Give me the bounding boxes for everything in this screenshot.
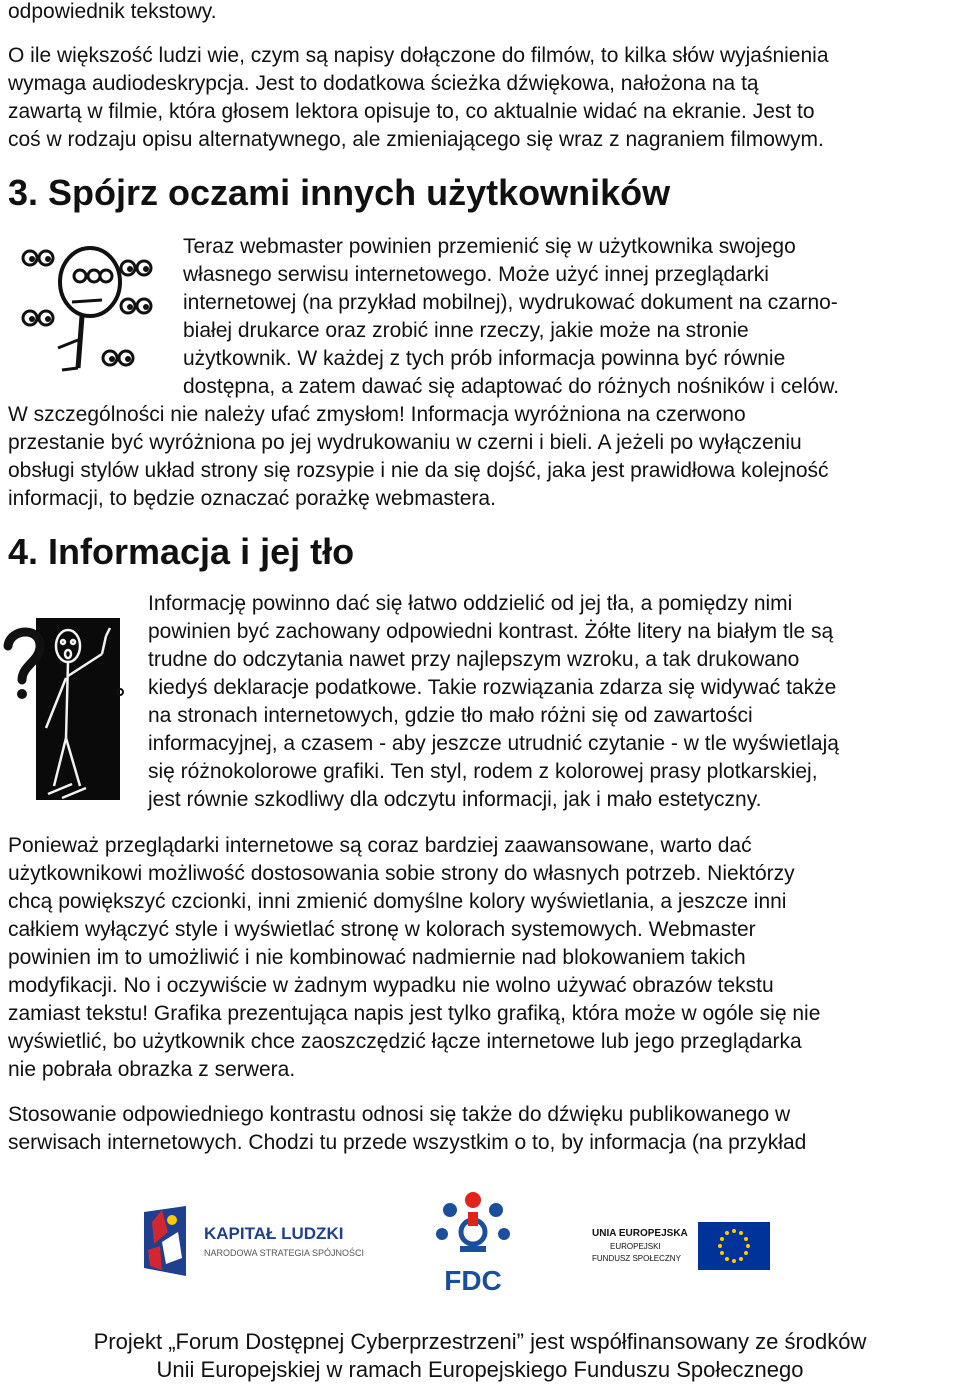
paragraph-top-fragment	[8, 0, 217, 26]
text-line: internetowej (na przykład mobilnej), wydrukować dokument na czarno-	[183, 291, 838, 314]
eu-line-3: FUNDUSZ SPOŁECZNY	[592, 1254, 681, 1263]
text-line: chcą powiększyć czcionki, inni zmienić domyślne kolory wyświetlania, a jeszcze inni	[8, 890, 787, 913]
stick-figure-dark-background-illustration	[2, 618, 126, 804]
text-line: trudne do odczytania nawet przy najlepszym wzroku, a tak drukowano	[148, 648, 800, 671]
text-line: informacyjnej, a czasem - aby jeszcze utrudnić czytanie - w tle wyświetlają	[148, 732, 839, 755]
footer-line: Unii Europejskiej w ramach Europejskiego Funduszu Społecznego	[156, 1357, 804, 1382]
text-line: własnego serwisu internetowego. Może użyć innej przeglądarki	[183, 263, 769, 286]
eu-line-2: EUROPEJSKI	[610, 1242, 661, 1251]
text-line: obsługi stylów układ strony się rozsypie i nie da się dojść, jaka jest prawidłowa kolejność	[8, 459, 829, 482]
text-line: Ponieważ przeglądarki internetowe są coraz bardziej zaawansowane, warto dać	[8, 834, 752, 857]
text-line: powinien być zachowany odpowiedni kontrast. Żółte litery na białym tle są	[148, 620, 834, 643]
text-line: coś w rodzaju opisu alternatywnego, ale zmieniającego się wraz z nagraniem filmowym.	[8, 128, 824, 151]
fdc-wordmark: FDC	[444, 1265, 502, 1296]
text-line: wymaga audiodeskrypcja. Jest to dodatkowa ścieżka dźwiękowa, nałożona na tą	[8, 72, 759, 95]
paragraph-audiodescription	[8, 42, 829, 154]
text-line: odpowiednik tekstowy.	[8, 0, 217, 23]
text-line: W szczególności nie należy ufać zmysłom! Informacja wyróżniona na czerwono	[8, 403, 746, 426]
paragraph-sound-contrast	[8, 1101, 806, 1157]
text-line: wyświetlić, bo użytkownik chce zaoszczędzić łącze internetowe lub jego przeglądarka	[8, 1030, 802, 1053]
kapital-ludzki-subtitle: NARODOWA STRATEGIA SPÓJNOŚCI	[204, 1248, 365, 1258]
footer-line: Projekt „Forum Dostępnej Cyberprzestrzeni” jest współfinansowany ze środków	[93, 1329, 867, 1354]
text-line: zamiast tekstu! Grafika prezentująca napis jest tylko grafiką, która może w ogóle się nie	[8, 1002, 821, 1025]
fdc-logo	[432, 1186, 514, 1298]
section-3-heading: 3. Spójrz oczami innych użytkowników	[8, 172, 671, 213]
paragraph-section-4-intro	[148, 590, 839, 814]
text-line: na stronach internetowych, gdzie tło mało różni się od zawartości	[148, 704, 753, 727]
text-line: całkiem wyłączyć style i wyświetlać stronę w kolorach systemowych. Webmaster	[8, 918, 756, 941]
text-line: O ile większość ludzi wie, czym są napisy dołączone do filmów, to kilka słów wyjaśnienia	[8, 44, 829, 67]
paragraph-section-3-continued	[8, 401, 829, 513]
kapital-ludzki-logo	[142, 1202, 376, 1280]
text-line: dostępna, a zatem dawać się adaptować do różnych nośników i celów.	[183, 375, 840, 398]
text-line: zawartą w filmie, która głosem lektora opisuje to, co aktualnie widać na ekranie. Jest to	[8, 100, 815, 123]
text-line: Teraz webmaster powinien przemienić się w użytkownika swojego	[183, 235, 796, 258]
paragraph-section-3-intro	[183, 233, 839, 401]
fdc-figures-emblem	[436, 1192, 510, 1252]
text-line: powinien im to umożliwić i nie kombinować nadmiernie nad blokowaniem takich	[8, 946, 746, 969]
text-line: informacji, to będzie oznaczać porażkę webmastera.	[8, 487, 496, 510]
text-line: użytkownik. W każdej z tych prób informacja powinna być równie	[183, 347, 786, 370]
text-line: Stosowanie odpowiedniego kontrastu odnosi się także do dźwięku publikowanego w	[8, 1103, 791, 1126]
text-line: użytkownikowi możliwość dostosowania sobie strony do własnych potrzeb. Niektórzy	[8, 862, 795, 885]
text-line: serwisach internetowych. Chodzi tu przede wszystkim o to, by informacja (na przykład	[8, 1131, 807, 1154]
text-line: modyfikacji. No i oczywiście w żadnym wypadku nie wolno używać obrazów tekstu	[8, 974, 774, 997]
section-4-heading: 4. Informacja i jej tło	[8, 531, 355, 572]
many-eyes-figure-illustration	[10, 240, 160, 375]
unia-europejska-efs-logo	[588, 1220, 772, 1272]
paragraph-browser-customization	[8, 832, 820, 1084]
text-line: białej drukarce oraz zrobić inne rzeczy, jakie może na stronie	[183, 319, 749, 342]
kapital-ludzki-title: KAPITAŁ LUDZKI	[204, 1224, 344, 1243]
eu-title: UNIA EUROPEJSKA	[592, 1228, 688, 1239]
footer-funding-note	[0, 1328, 960, 1384]
text-line: nie pobrała obrazka z serwera.	[8, 1058, 296, 1081]
text-line: kiedyś deklaracje podatkowe. Takie rozwiązania zdarza się widywać także	[148, 676, 837, 699]
text-line: jest równie szkodliwy dla odczytu informacji, jak i mało estetyczny.	[148, 788, 762, 811]
text-line: się różnokolorowe grafiki. Ten styl, rodem z kolorowej prasy plotkarskiej,	[148, 760, 818, 783]
text-line: Informację powinno dać się łatwo oddzielić od jej tła, a pomiędzy nimi	[148, 592, 793, 615]
text-line: przestanie być wyróżniona po jej wydrukowaniu w czerni i bieli. A jeżeli po wyłączeniu	[8, 431, 802, 454]
